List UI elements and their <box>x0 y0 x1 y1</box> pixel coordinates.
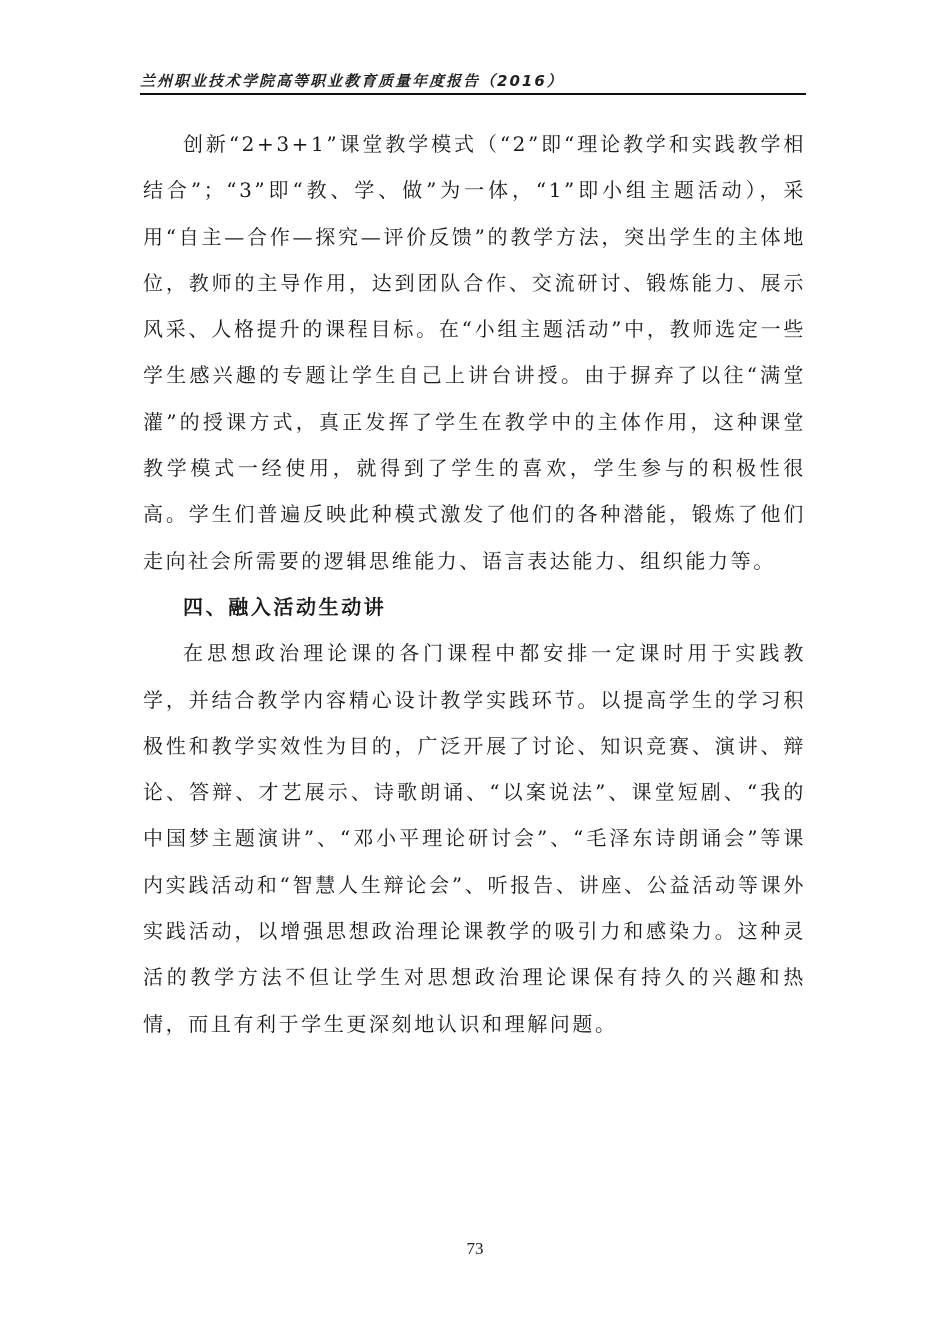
paragraph-practice-activities: 在思想政治理论课的各门课程中都安排一定课时用于实践教学，并结合教学内容精心设计教学实践环节。以提高学生的学习积极性和教学实效性为目的，广泛开展了讨论、知识竞赛、演讲、辩论、答辩、才艺展示、诗歌朗诵、“以案说法”、课堂短剧、“我的中国梦主题演讲”、“邓小平理论研讨会”、“毛泽东诗朗诵会”等课内实践活动和“智慧人生辩论会”、听报告、讲座、公益活动等课外实践活动，以增强思想政治理论课教学的吸引力和感染力。这种灵活的教学方法不但让学生对思想政治理论课保有持久的兴趣和热情，而且有利于学生更深刻地认识和理解问题。 <box>143 641 806 1036</box>
page-number: 73 <box>466 1239 484 1258</box>
paragraph-teaching-model: 创新“2+3+1”课堂教学模式（“2”即“理论教学和实践教学相结合”；“3”即“教、学、做”为一体，“1”即小组主题活动），采用“自主—合作—探究—评价反馈”的教学方法，突出学生的主体地位，教师的主导作用，达到团队合作、交流研讨、锻炼能力、展示风采、人格提升的课程目标。在“小组主题活动”中，教师选定一些学生感兴趣的专题让学生自己上讲台讲授。由于摒弃了以往“满堂灌”的授课方式，真正发挥了学生在教学中的主体作用，这种课堂教学模式一经使用，就得到了学生的喜欢，学生参与的积极性很高。学生们普遍反映此种模式激发了他们的各种潜能，锻炼了他们走向社会所需要的逻辑思维能力、语言表达能力、组织能力等。 <box>143 132 806 573</box>
running-header: 兰州职业技术学院高等职业教育质量年度报告（2016） <box>140 72 564 90</box>
header-rule <box>140 93 806 95</box>
body-text <box>143 121 806 1047</box>
section-heading: 四、融入活动生动讲 <box>183 594 387 619</box>
